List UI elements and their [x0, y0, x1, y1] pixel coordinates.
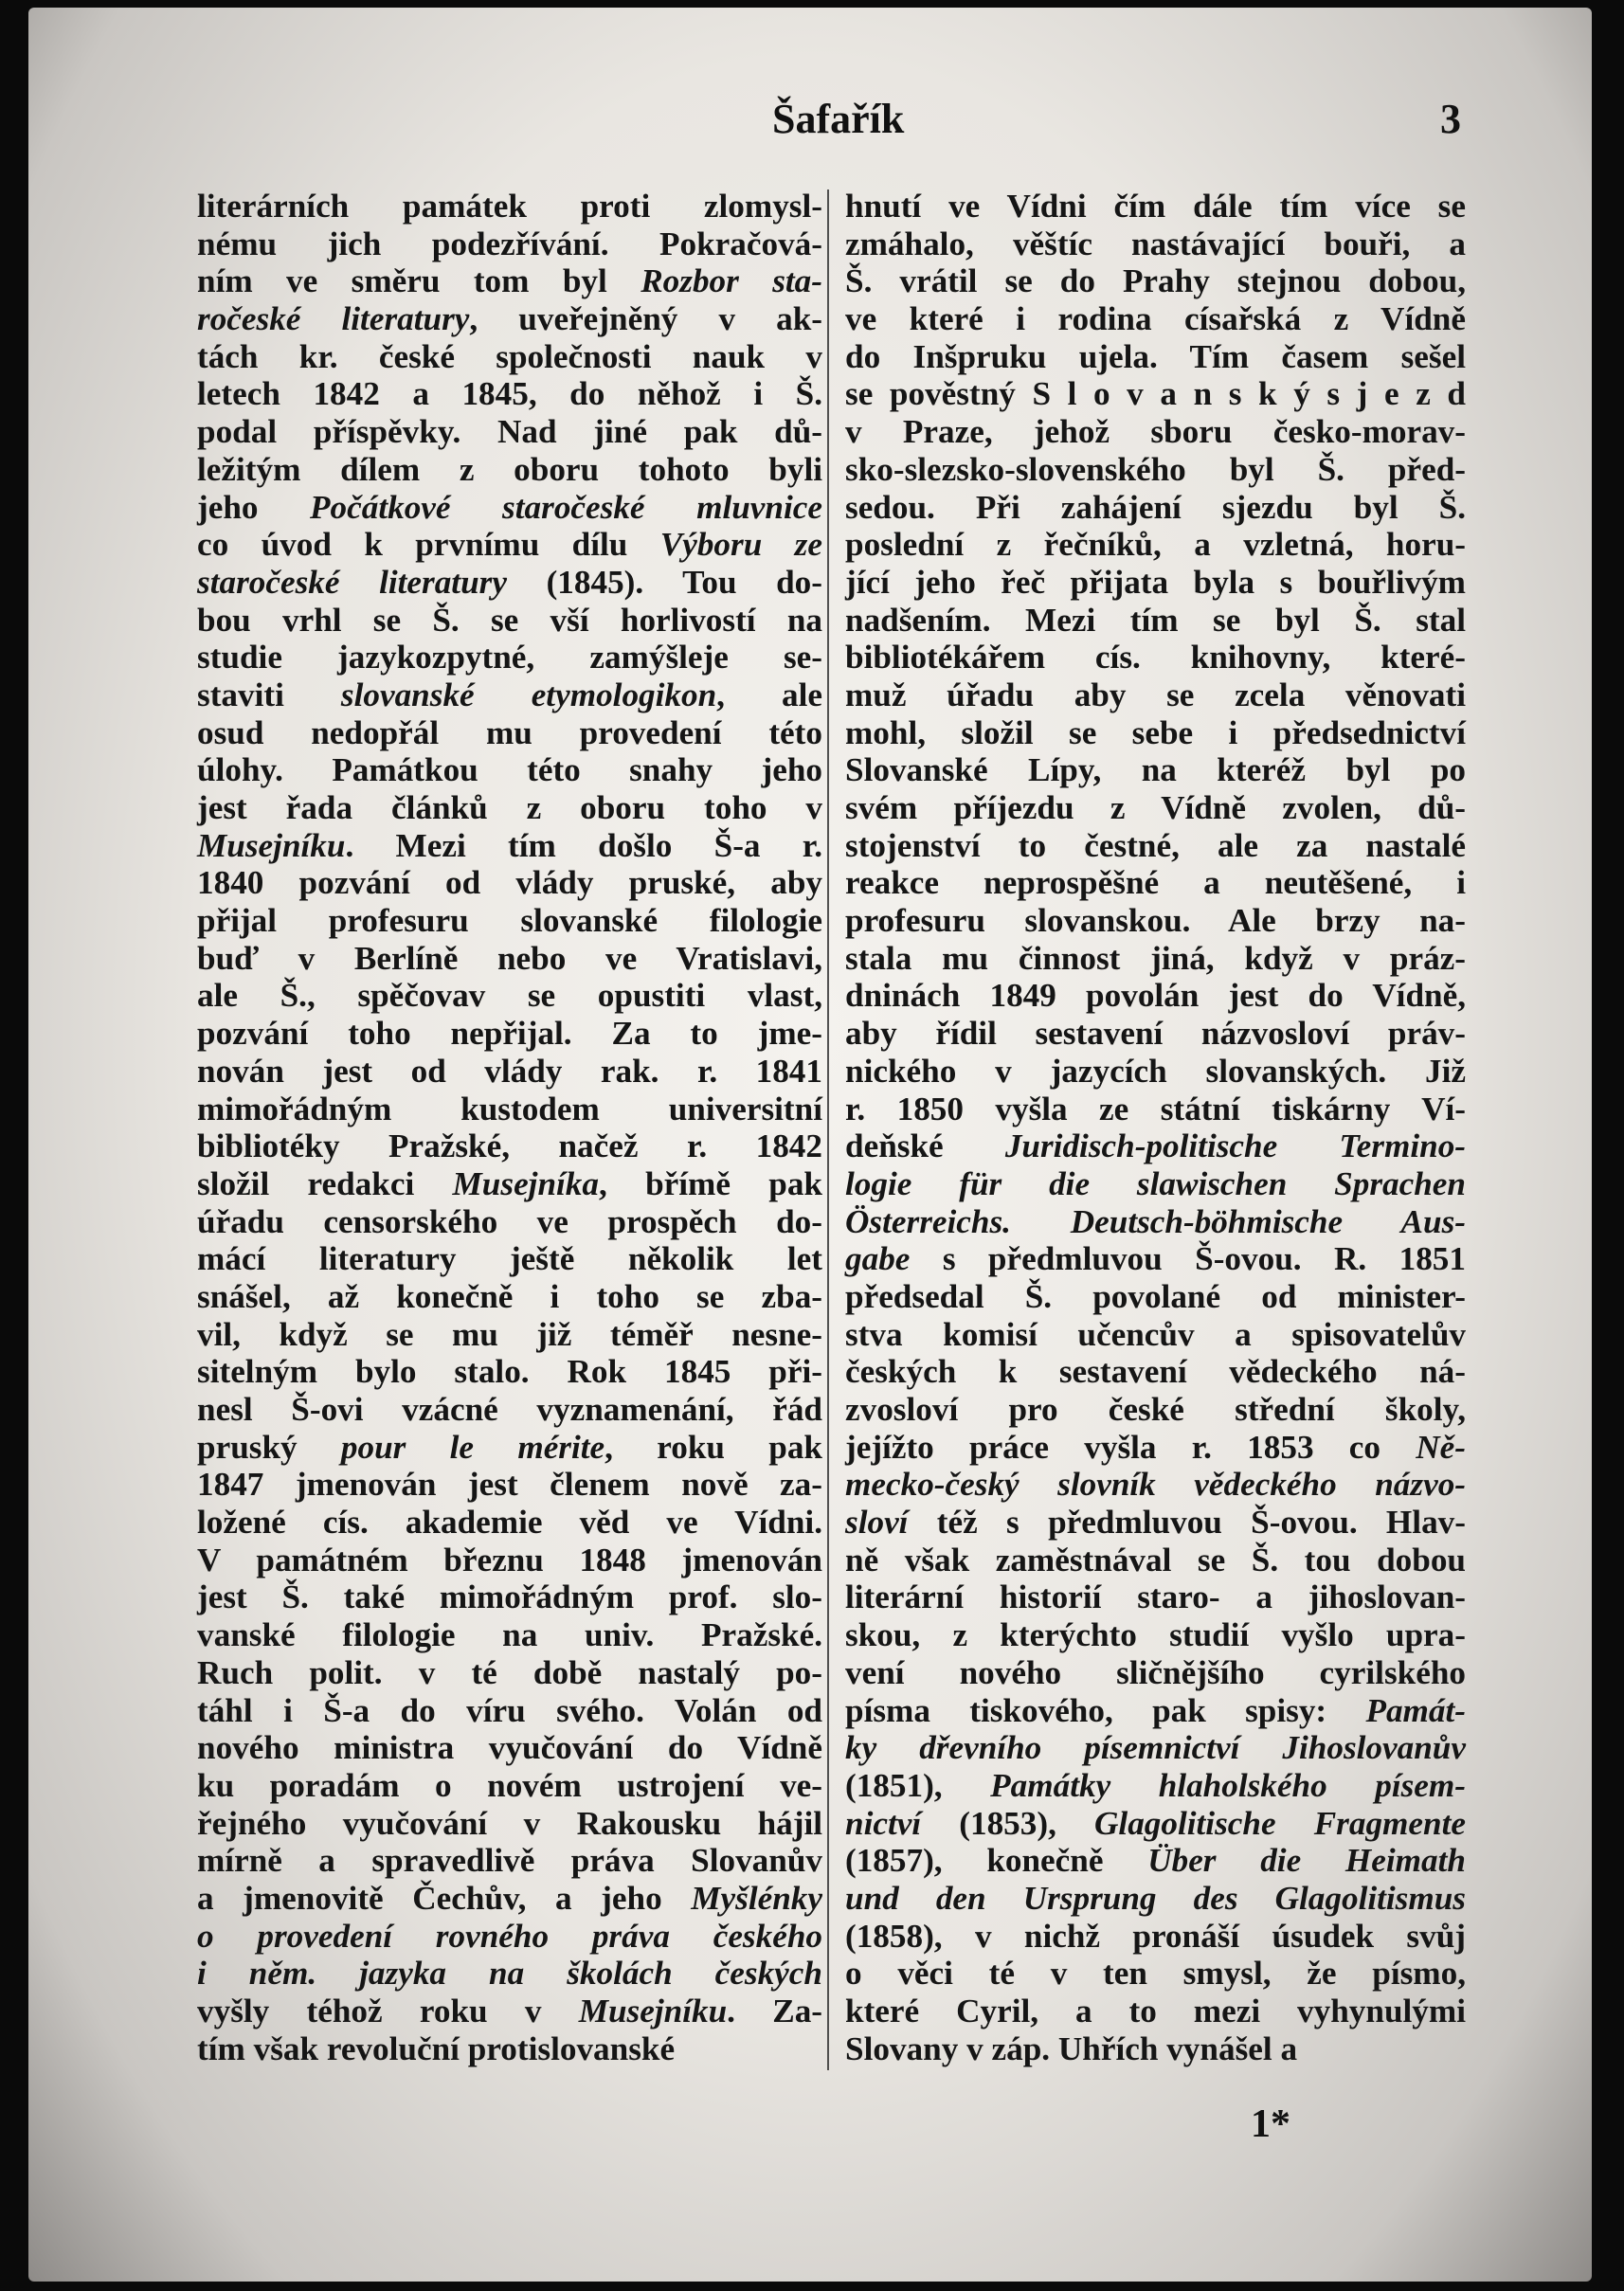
text-line: mecko-český slovník vědeckého názvo- [845, 1466, 1466, 1504]
text-line: předsedal Š. povolané od minister- [845, 1277, 1466, 1315]
text-line: ve které i rodina císařská z Vídně [845, 300, 1466, 338]
text-line: mírně a spravedlivě práva Slovanův [197, 1842, 822, 1880]
text-line: profesuru slovanskou. Ale brzy na- [845, 902, 1466, 940]
text-line: studie jazykozpytné, zamýšleje se- [197, 639, 822, 676]
text-line: buď v Berlíně nebo ve Vratislavi, [197, 939, 822, 977]
text-line: stojenství to čestné, ale za nastalé [845, 826, 1466, 864]
text-line: Slovany v záp. Uhřích vynášel a [845, 2029, 1298, 2067]
text-line: bibliotéky Pražské, načež r. 1842 [197, 1127, 822, 1165]
text-line: nického v jazycích slovanských. Již [845, 1052, 1466, 1090]
text-line: ním ve směru tom byl Rozbor sta- [197, 262, 822, 300]
text-line: svém příjezdu z Vídně zvolen, dů- [845, 789, 1466, 826]
column-divider [827, 189, 829, 2070]
text-line: hnutí ve Vídni čím dále tím více se [845, 188, 1466, 225]
text-line: aby řídil sestavení názvosloví práv- [845, 1015, 1466, 1053]
running-header-title: Šafařík [772, 96, 905, 142]
text-line: staročeské literatury (1845). Tou do- [197, 563, 822, 601]
text-line: o věci té v ten smysl, že písmo, [845, 1955, 1466, 1993]
printer-signature-mark: 1* [1251, 2102, 1290, 2146]
text-line: ale Š., spěčovav se opustiti vlast, [197, 977, 822, 1015]
left-text-column [197, 188, 822, 2067]
text-line: českých k sestavení vědeckého ná- [845, 1353, 1466, 1391]
text-line: se pověstný S l o v a n s k ý s j e z d [845, 375, 1466, 413]
text-line: Musejníku. Mezi tím došlo Š-a r. [197, 826, 822, 864]
text-line: nictví (1853), Glagolitische Fragmente [845, 1804, 1466, 1842]
text-line: Š. vrátil se do Prahy stejnou dobou, [845, 262, 1466, 300]
text-line: (1857), konečně Über die Heimath [845, 1842, 1466, 1880]
text-line: jejížto práce vyšla r. 1853 co Ně- [845, 1428, 1466, 1466]
text-line: nadšením. Mezi tím se byl Š. stal [845, 601, 1466, 639]
page-number: 3 [1440, 96, 1461, 142]
text-line: reakce neprospěšné a neutěšené, i [845, 864, 1466, 902]
text-line: mohl, složil se sebe i předsednictví [845, 713, 1466, 751]
text-line: bou vrhl se Š. se vší horlivostí na [197, 601, 822, 639]
text-line: sko-slezsko-slovenského byl Š. před- [845, 450, 1466, 488]
text-line: stva komisí učencův a spisovatelův [845, 1315, 1466, 1353]
text-line: sitelným bylo stalo. Rok 1845 při- [197, 1353, 822, 1391]
text-line: jeho Počátkové staročeské mluvnice [197, 488, 822, 526]
text-line: sloví též s předmluvou Š-ovou. Hlav- [845, 1504, 1466, 1542]
text-line: nesl Š-ovi vzácné vyznamenání, řád [197, 1391, 822, 1428]
text-line: Ruch polit. v té době nastalý po- [197, 1653, 822, 1691]
text-line: i něm. jazyka na školách českých [197, 1955, 822, 1993]
text-line: skou, z kterýchto studií vyšlo upra- [845, 1616, 1466, 1654]
text-line: ročeské literatury, uveřejněný v ak- [197, 300, 822, 338]
text-line: vení nového sličnějšího cyrilského [845, 1653, 1466, 1691]
text-line: zmáhalo, věštíc nastávající bouři, a [845, 225, 1466, 262]
text-line: podal příspěvky. Nad jiné pak dů- [197, 413, 822, 451]
text-line: letech 1842 a 1845, do něhož i Š. [197, 375, 822, 413]
text-line: muž úřadu aby se zcela věnovati [845, 676, 1466, 713]
text-line: zvosloví pro české střední školy, [845, 1391, 1466, 1428]
text-line: řejného vyučování v Rakousku hájil [197, 1804, 822, 1842]
text-line: Österreichs. Deutsch-böhmische Aus- [845, 1202, 1466, 1240]
text-line: bibliotékářem cís. knihovny, které- [845, 639, 1466, 676]
text-line: deňské Juridisch-politische Termino- [845, 1127, 1467, 1165]
text-line: literární historií staro- a jihoslovan- [845, 1578, 1466, 1616]
text-line: složil redakci Musejníka, břímě pak [197, 1164, 822, 1202]
text-line: mácí literatury ještě několik let [197, 1240, 822, 1278]
text-line: jest řada článků z oboru toho v [197, 789, 822, 826]
text-line: vil, když se mu již téměř nesne- [197, 1315, 822, 1353]
text-line: nového ministra vyučování do Vídně [197, 1729, 822, 1767]
text-line: literárních památek proti zlomysl- [197, 188, 822, 225]
text-line: ku poradám o novém ustrojení ve- [197, 1766, 822, 1804]
text-line: snášel, až konečně i toho se zba- [197, 1277, 822, 1315]
text-line: a jmenovitě Čechův, a jeho Myšlénky [197, 1879, 822, 1917]
text-line: co úvod k prvnímu dílu Výboru ze [197, 526, 822, 564]
text-line: pruský pour le mérite, roku pak [197, 1428, 822, 1466]
text-line: (1851), Památky hlaholského písem- [845, 1766, 1466, 1804]
right-text-column [845, 188, 1466, 2067]
text-line: poslední z řečníků, a vzletná, horu- [845, 526, 1466, 564]
text-line: které Cyril, a to mezi vyhynulými [845, 1993, 1466, 2029]
text-line: do Inšpruku ujela. Tím časem sešel [845, 337, 1466, 375]
text-line: mimořádným kustodem universitní [197, 1090, 822, 1127]
text-line: písma tiskového, pak spisy: Památ- [845, 1691, 1466, 1729]
text-line: 1840 pozvání od vlády pruské, aby [197, 864, 822, 902]
text-line: gabe s předmluvou Š-ovou. R. 1851 [845, 1240, 1466, 1278]
text-line: nému jich podezřívání. Pokračová- [197, 225, 822, 262]
text-line: logie für die slawischen Sprachen [845, 1164, 1466, 1202]
text-line: ně však zaměstnával se Š. tou dobou [845, 1541, 1466, 1578]
text-line: úlohy. Památkou této snahy jeho [197, 751, 822, 789]
text-line: r. 1850 vyšla ze státní tiskárny Ví- [845, 1090, 1466, 1127]
text-line: přijal profesuru slovanské filologie [197, 902, 822, 940]
text-line: dninách 1849 povolán jest do Vídně, [845, 977, 1466, 1015]
text-line: ležitým dílem z oboru tohoto byli [197, 450, 822, 488]
text-line: táhl i Š-a do víru svého. Volán od [197, 1691, 822, 1729]
text-line: úřadu censorského ve prospěch do- [197, 1202, 822, 1240]
text-line: sedou. Při zahájení sjezdu byl Š. [845, 488, 1466, 526]
text-line: pozvání toho nepřijal. Za to jme- [197, 1015, 822, 1053]
text-line: v Praze, jehož sboru česko-morav- [845, 413, 1466, 451]
text-line: o provedení rovného práva českého [197, 1917, 822, 1955]
text-line: stala mu činnost jiná, když v práz- [845, 939, 1466, 977]
text-line: V památném březnu 1848 jmenován [197, 1541, 822, 1578]
text-line: osud nedopřál mu provedení této [197, 713, 822, 751]
text-line: vanské filologie na univ. Pražské. [197, 1616, 822, 1654]
text-line: Slovanské Lípy, na kteréž byl po [845, 751, 1466, 789]
text-line: tím však revoluční protislovanské [197, 2029, 676, 2067]
text-line: nován jest od vlády rak. r. 1841 [197, 1052, 822, 1090]
text-line: jící jeho řeč přijata byla s bouřlivým [845, 563, 1466, 601]
text-line: und den Ursprung des Glagolitismus [845, 1879, 1466, 1917]
text-line: jest Š. také mimořádným prof. slo- [197, 1578, 822, 1616]
text-line: staviti slovanské etymologikon, ale [197, 676, 822, 713]
text-line: tách kr. české společnosti nauk v [197, 337, 822, 375]
text-line: ložené cís. akademie věd ve Vídni. [197, 1504, 822, 1542]
text-line: 1847 jmenován jest členem nově za- [197, 1466, 822, 1504]
text-line: (1858), v nichž pronáší úsudek svůj [845, 1917, 1466, 1955]
text-line: vyšly téhož roku v Musejníku. Za- [197, 1993, 823, 2029]
text-line: ky dřevního písemnictví Jihoslovanův [845, 1729, 1466, 1767]
